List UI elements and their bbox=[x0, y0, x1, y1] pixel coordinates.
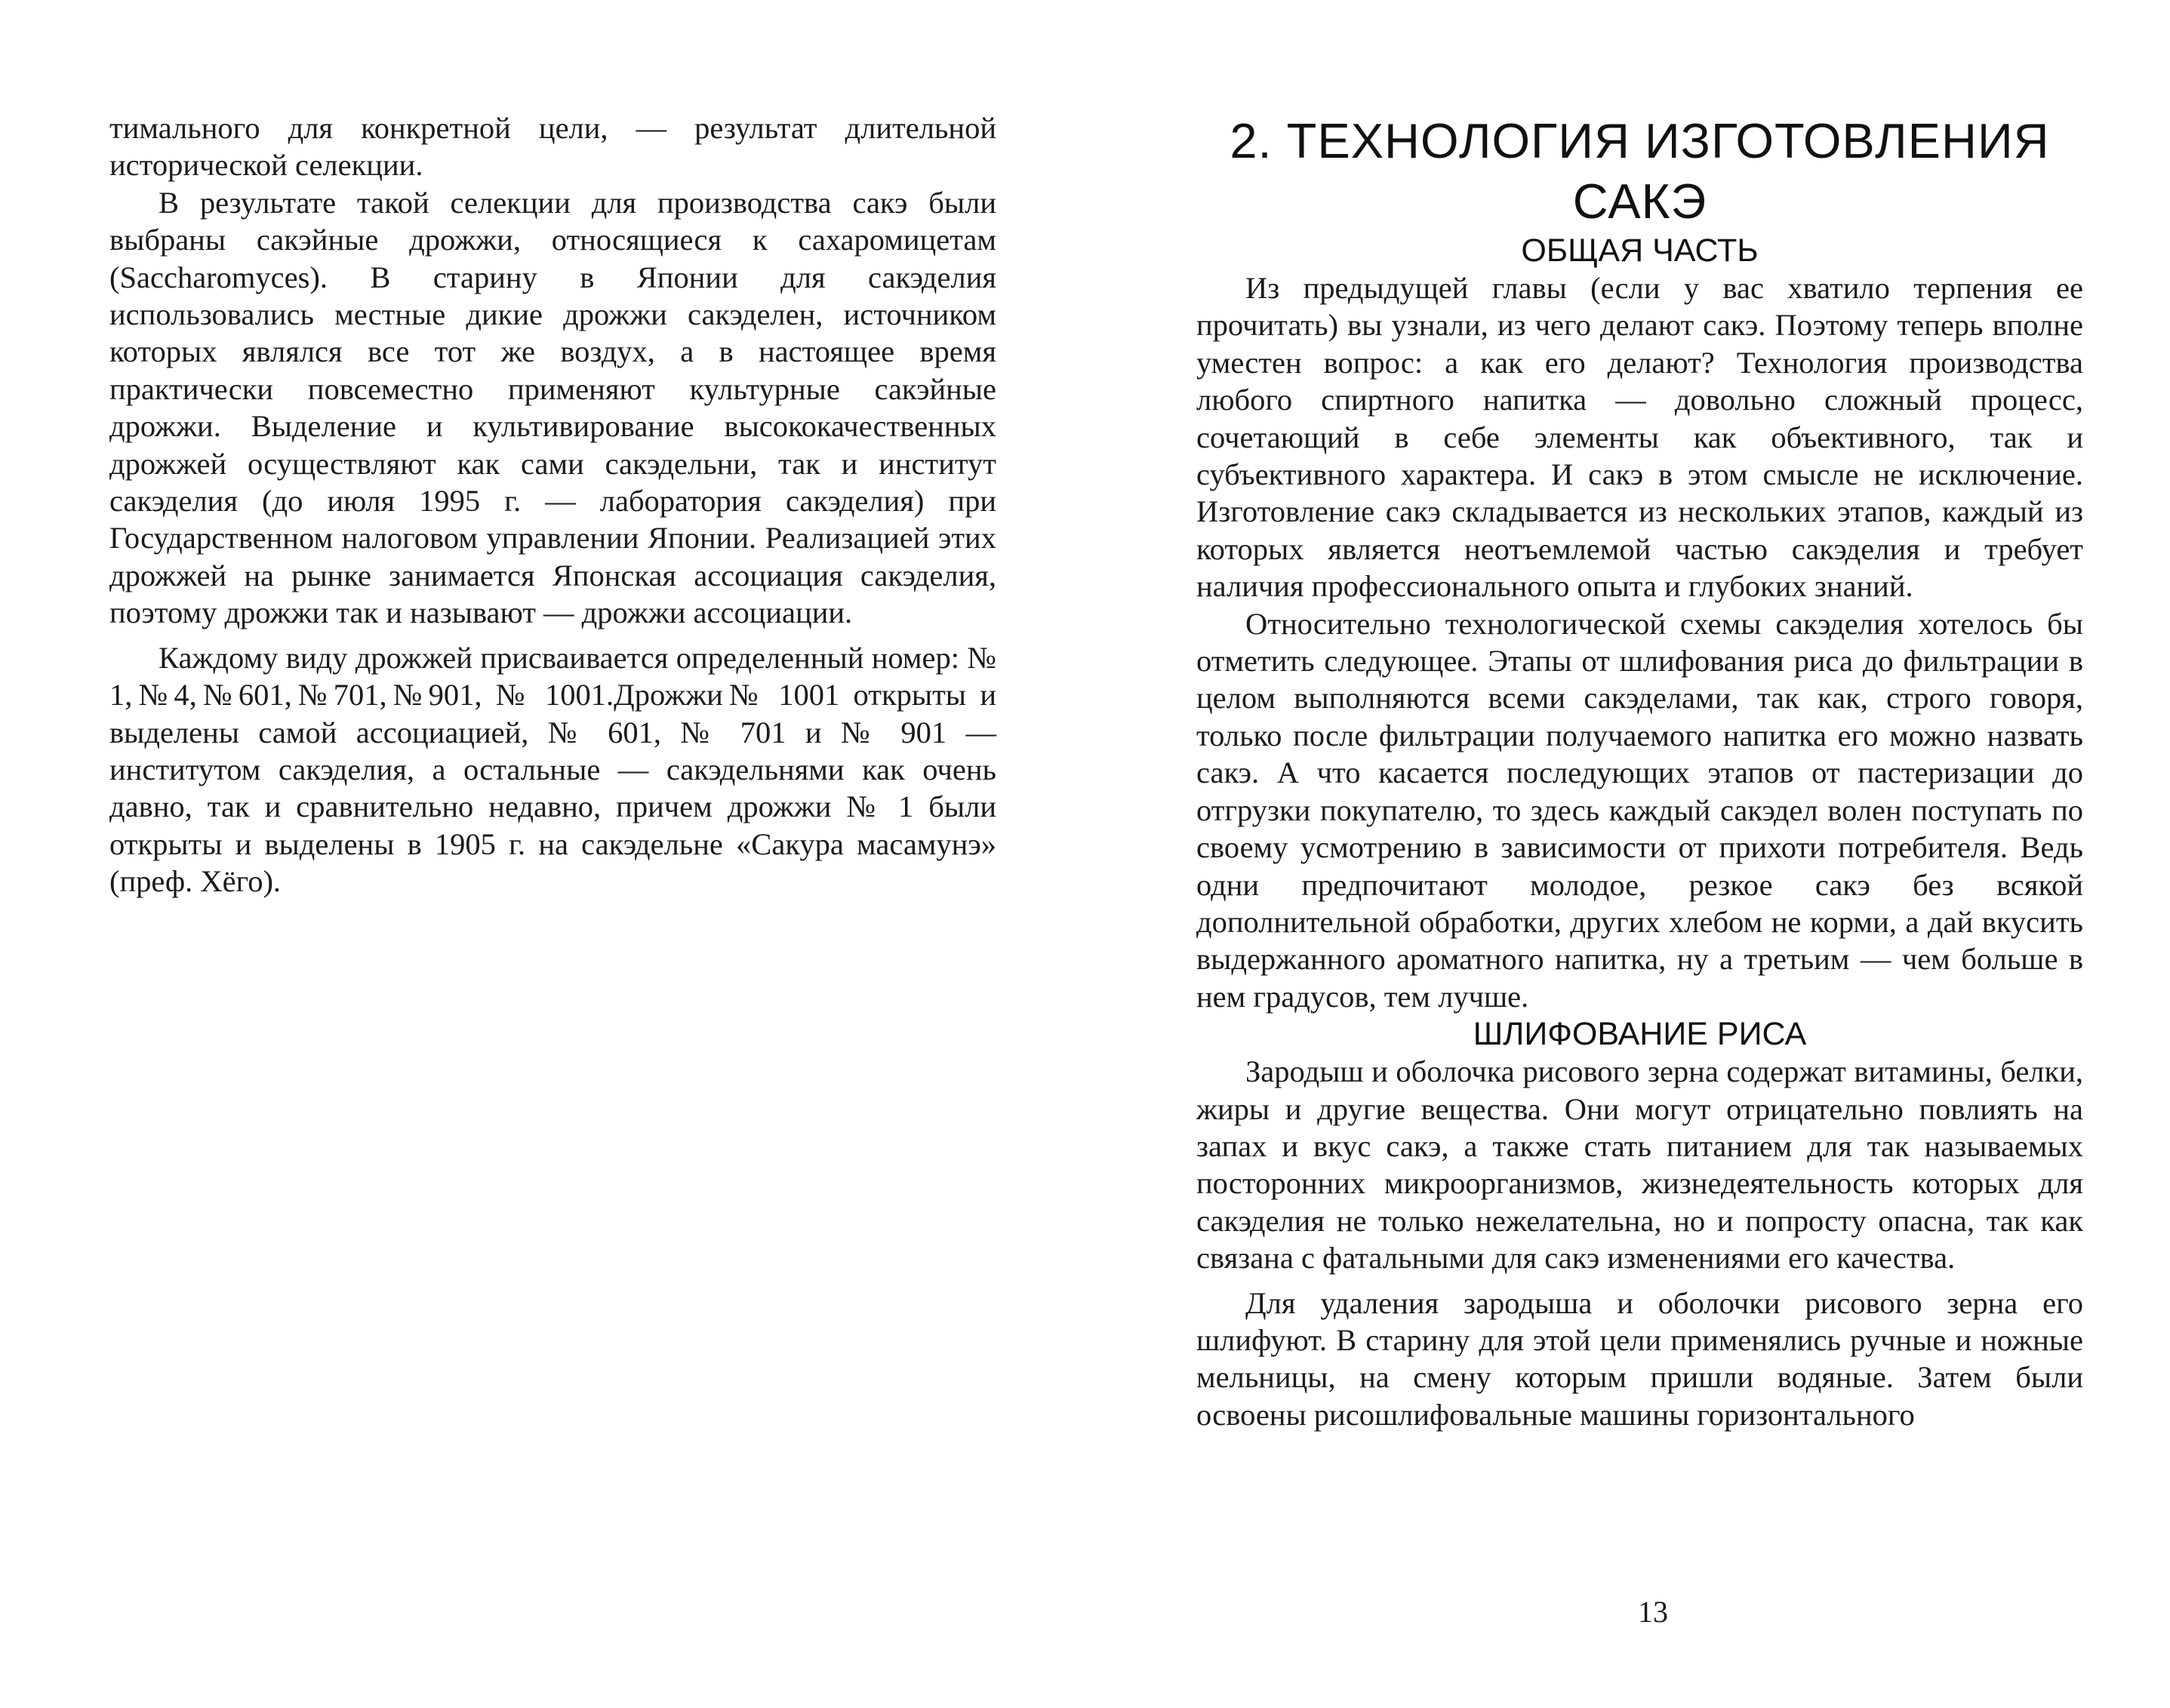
left-paragraph-1: тимального для конкретной цели, — результат длительной исторической селекции. bbox=[109, 111, 996, 183]
right-page bbox=[1196, 109, 2083, 1433]
chapter-title: 2. ТЕХНОЛОГИЯ ИЗГОТОВЛЕНИЯ САКЭ bbox=[1230, 113, 2050, 229]
left-paragraph-3: Каждому виду дрожжей присваивается определенный номер: № 1,№4,№601,№701,№901, № 1001.Дрожжи№ 1001 открыты и выделены самой ассоциацией, № 601, № 701 и № 901 — институтом сакэделия, а остальные — сакэдельнями как очень давно, так и сравнительно недавно, причем дрожжи № 1 были открыты и выделены в 1905 г. на сакэдельне «Сакура масамунэ» (преф. Хёго). bbox=[109, 640, 996, 899]
section-title-rice-polishing: ШЛИФОВАНИЕ РИСА bbox=[1473, 1016, 1807, 1053]
polishing-paragraph-2: Для удаления зародыша и оболочки рисового зерна его шлифуют. В старину для этой цели применялись ручные и ножные мельницы, на смену которым пришли водяные. Затем были освоены рисошлифовальные машины горизонтального bbox=[1196, 1285, 2083, 1432]
left-page bbox=[109, 109, 996, 900]
section-title-general: ОБЩАЯ ЧАСТЬ bbox=[1521, 232, 1759, 269]
general-paragraph-2: Относительно технологической схемы сакэделия хотелось бы отметить следующее. Этапы от шлифования риса до фильтрации в целом выполняются всеми сакэделами, так как, строго говоря, только после фильтрации получаемого напитка его можно назвать сакэ. А что касается последующих этапов от пастеризации до отгрузки покупателю, то здесь каждый сакэдел волен поступать по своему усмотрению в зависимости от прихоти потребителя. Ведь одни предпочитают молодое, резкое сакэ без всякой дополнительной обработки, других хлебом не корми, а дай вкусить выдержанного ароматного напитка, ну а третьим — чем больше в нем градусов, тем лучше. bbox=[1196, 606, 2083, 1014]
left-paragraph-2: В результате такой селекции для производства сакэ были выбраны сакэйные дрожжи, относящиеся к сахаромицетам (Saccharomyces). В старину в Японии для сакэделия использовались местные дикие дрожжи сакэделен, источником которых являлся все тот же воздух, а в настоящее время практически повсеместно применяют культурные сакэйные дрожжи. Выделение и культивирование высококачественных дрожжей осуществляют как сами сакэдельни, так и институт сакэделия (до июля 1995 г. — лаборатория сакэделия) при Государственном налоговом управлении Японии. Реализацией этих дрожжей на рынке занимается Японская ассоциация сакэделия, поэтому дрожжи так и называют — дрожжи ассоциации. bbox=[109, 185, 996, 630]
general-paragraph-1: Из предыдущей главы (если у вас хватило терпения ее прочитать) вы узнали, из чего делают сакэ. Поэтому теперь вполне уместен вопрос: а как его делают? Технология производства любого спиртного напитка — довольно сложный процесс, сочетающий в себе элементы как объективного, так и субъективного характера. И сакэ в этом смысле не исключение. Изготовление сакэ складывается из нескольких этапов, каждый из которых является неотъемлемой частью сакэделия и требует наличия профессионального опыта и глубоких знаний. bbox=[1196, 271, 2083, 604]
page-number: 13 bbox=[1638, 1595, 1668, 1629]
polishing-paragraph-1: Зародыш и оболочка рисового зерна содержат витамины, белки, жиры и другие вещества. Они могут отрицательно повлиять на запах и вкус сакэ, а также стать питанием для так называемых посторонних микроорганизмов, жизнедеятельность которых для сакэделия не только нежелательна, но и попросту опасна, так как связана с фатальными для сакэ изменениями его качества. bbox=[1196, 1054, 2083, 1276]
